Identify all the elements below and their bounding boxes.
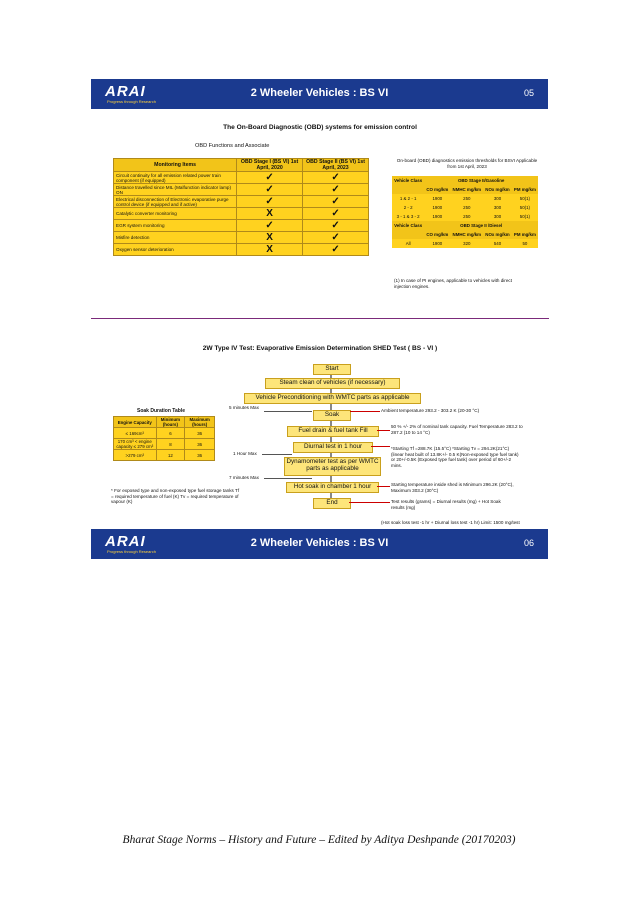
soak-cell: 170 cm³ < engine capacity ≤ 279 cm³ xyxy=(114,439,157,450)
header-stage-1: OBD Stage I (BS VI) 1st April, 2020 xyxy=(237,159,303,172)
table-row xyxy=(114,450,215,461)
vehicle-class: All xyxy=(392,239,424,248)
threshold-value: 320 xyxy=(450,239,483,248)
vehicle-class: 1 & 2 - 1 xyxy=(392,194,424,203)
vehicle-class-header: Vehicle Class xyxy=(392,176,424,185)
stage1-mark: X xyxy=(237,232,303,244)
note-ambient: Ambient temperature 293.2 - 303.2 K (20-30 °C) xyxy=(381,408,480,413)
soak-cell: ≤ 169cm³ xyxy=(114,428,157,439)
slide-title-bottom: 2 Wheeler Vehicles : BS VI xyxy=(250,537,389,549)
table-row xyxy=(114,184,369,196)
threshold-value: 540 xyxy=(483,239,512,248)
note-diurnal: *Starting Tf =288.7K (15.5°C) *Starting Tv = 294.2K(21°C) (linear heat built of 13.8K+/- 0.5 K(Non-exposed type fuel tank) or 20+/-0.5K (Exposed type fuel tank) over period of 60+/-2 mins. xyxy=(391,446,519,469)
threshold-value: 50(1) xyxy=(512,212,538,221)
stage2-mark: ✓ xyxy=(303,220,369,232)
stage2-mark: ✓ xyxy=(303,232,369,244)
header-monitoring-items: Monitoring Items xyxy=(114,159,237,172)
threshold-value: 1900 xyxy=(424,194,450,203)
monitoring-item: Catalytic converter monitoring xyxy=(114,208,237,220)
soak-cell: 36 xyxy=(185,439,215,450)
slide-number: 05 xyxy=(523,88,534,98)
note-test-results: Test results (grams) = Diurnal results (mg) + Hot Soak results (mg) xyxy=(391,499,501,510)
soak-col-min: Minimum (hours) xyxy=(156,417,185,428)
note-pointer-3 xyxy=(371,446,390,447)
stage2-mark: ✓ xyxy=(303,208,369,220)
step-dynamometer: Dynamometer test as per WMTC parts as applicable xyxy=(284,457,381,476)
thresholds-footnote: (1) In case of PI engines, applicable to vehicles with direct injection engines. xyxy=(394,278,512,289)
note-pointer-5 xyxy=(349,502,390,503)
arai-logo: ARAI xyxy=(105,83,146,100)
threshold-value: 250 xyxy=(450,212,483,221)
slide-header-band xyxy=(91,79,548,109)
stage2-mark: ✓ xyxy=(303,172,369,184)
step-preconditioning: Vehicle Preconditioning with WMTC parts as applicable xyxy=(244,393,421,404)
step-end: End xyxy=(313,498,351,509)
col-nox: NOx mg/km xyxy=(483,185,512,194)
step-start: Start xyxy=(313,364,351,375)
stage1-mark: ✓ xyxy=(237,220,303,232)
note-limit: (Hot soak loss test -1 hr + Diurnal loss test -1 hr) Limit: 1500 mg/test xyxy=(381,520,520,525)
stage1-mark: X xyxy=(237,244,303,256)
time-label-5min: 5 minutes Max xyxy=(229,405,259,410)
soak-col-max: Maximum (hours) xyxy=(185,417,215,428)
stage2-mark: ✓ xyxy=(303,244,369,256)
table-row xyxy=(114,208,369,220)
stage1-mark: ✓ xyxy=(237,172,303,184)
step-hot-soak: Hot soak in chamber 1 hour xyxy=(286,482,379,493)
monitoring-item: Misfire detection xyxy=(114,232,237,244)
arai-logo-bottom: ARAI xyxy=(105,533,146,550)
obd-title: The On-Board Diagnostic (OBD) systems for emission control xyxy=(223,124,417,131)
stage2-mark: ✓ xyxy=(303,196,369,208)
threshold-value: 50 xyxy=(512,239,538,248)
gasoline-header: OBD Stage II/Gasoline xyxy=(424,176,538,185)
col-co: CO mg/km xyxy=(424,185,450,194)
time-label-1hr: 1 Hour Max xyxy=(233,451,257,456)
soak-duration-table xyxy=(113,416,215,461)
step-fuel-drain: Fuel drain & fuel tank Fill xyxy=(287,426,379,437)
soak-cell: 36 xyxy=(185,428,215,439)
soak-footnote: * For exposed type and non-exposed type fuel storage tanks Tf = required temperature of fuel (K) Tv = required temperature of vapour (K) xyxy=(111,488,240,505)
threshold-value: 1900 xyxy=(424,212,450,221)
threshold-value: 1900 xyxy=(424,203,450,212)
soak-cell: 6 xyxy=(156,428,185,439)
table-row xyxy=(392,203,538,212)
step-steam-clean: Steam clean of vehicles (if necessary) xyxy=(265,378,400,389)
col-pm-diesel: PM mg/km xyxy=(512,230,538,239)
table-row xyxy=(392,194,538,203)
soak-cell: 36 xyxy=(185,450,215,461)
stage1-mark: ✓ xyxy=(237,196,303,208)
header-stage-2: OBD Stage II (BS VI) 1st April, 2023 xyxy=(303,159,369,172)
slide-footer-band xyxy=(91,529,548,559)
monitoring-item: Circuit continuity for all emission related power train component (if equipped) xyxy=(114,172,237,184)
note-fuel-fill: 50 % +/- 2% of nominal tank capacity. Fuel Temperature 283.2 to 287.2 (10 to 14 °C) xyxy=(391,424,523,435)
slide-number-bottom: 06 xyxy=(523,538,534,548)
document-footer: Bharat Stage Norms – History and Future – Edited by Aditya Deshpande (20170203) xyxy=(122,834,516,846)
monitoring-item: Electrical disconnection of Electronic evaporative purge control device (if equipped and if active) xyxy=(114,196,237,208)
note-pointer-1 xyxy=(350,411,380,412)
step-diurnal: Diurnal test in 1 hour xyxy=(293,442,373,453)
vehicle-class: 2 - 2 xyxy=(392,203,424,212)
stage1-mark: X xyxy=(237,208,303,220)
table-row xyxy=(114,244,369,256)
obd-subtitle: OBD Functions and Associate xyxy=(195,143,270,149)
obd-threshold-table xyxy=(392,176,538,248)
threshold-value: 250 xyxy=(450,194,483,203)
table-row xyxy=(114,232,369,244)
soak-table-title: Soak Duration Table xyxy=(137,408,185,414)
col-pm: PM mg/km xyxy=(512,185,538,194)
threshold-value: 300 xyxy=(483,194,512,203)
col-nmhc-diesel: NMHC mg/km xyxy=(450,230,483,239)
stage1-mark: ✓ xyxy=(237,184,303,196)
col-co-diesel: CO mg/km xyxy=(424,230,450,239)
obd-monitoring-table xyxy=(113,158,369,256)
threshold-value: 1900 xyxy=(424,239,450,248)
vehicle-class: 3 - 1 & 3 - 2 xyxy=(392,212,424,221)
time-label-7min: 7 minutes Max xyxy=(229,475,259,480)
soak-cell: 8 xyxy=(156,439,185,450)
threshold-value: 50(1) xyxy=(512,203,538,212)
monitoring-item: Distance travelled since MIL (Malfunction indicator lamp) ON xyxy=(114,184,237,196)
threshold-value: 300 xyxy=(483,203,512,212)
table-row xyxy=(114,196,369,208)
note-shed-temp: Starting temperature inside shed is Minimum 296.2K (20°C), Maximum 303.2 (30°C) xyxy=(391,482,514,493)
arai-logo-tagline-bottom: Progress through Research xyxy=(107,549,156,554)
table-row xyxy=(114,172,369,184)
col-nox-diesel: NOx mg/km xyxy=(483,230,512,239)
time-tick-5min xyxy=(264,411,312,412)
table-row xyxy=(114,220,369,232)
thresholds-title: On-board (OBD) diagnostics emission thresholds for BSVI Applicable from 1st April, 2023 xyxy=(396,158,538,169)
slide-title: 2 Wheeler Vehicles : BS VI xyxy=(250,87,389,99)
time-tick-1hr xyxy=(262,454,292,455)
time-tick-7min xyxy=(264,478,312,479)
soak-cell: >279 cm³ xyxy=(114,450,157,461)
note-pointer-4 xyxy=(377,486,390,487)
threshold-value: 250 xyxy=(450,203,483,212)
arai-logo-tagline: Progress through Research xyxy=(107,99,156,104)
soak-col-engine: Engine Capacity xyxy=(114,417,157,428)
diesel-header: OBD Stage II /Diesel xyxy=(424,221,538,230)
note-pointer-2 xyxy=(377,430,390,431)
col-nmhc: NMHC mg/km xyxy=(450,185,483,194)
table-row xyxy=(392,239,538,248)
stage2-mark: ✓ xyxy=(303,184,369,196)
table-row xyxy=(392,212,538,221)
section-divider xyxy=(91,318,549,319)
vehicle-class-header-diesel: Vehicle Class xyxy=(392,221,424,230)
monitoring-item: EGR system monitoring xyxy=(114,220,237,232)
threshold-value: 50(1) xyxy=(512,194,538,203)
step-soak: Soak xyxy=(313,410,351,421)
threshold-value: 300 xyxy=(483,212,512,221)
shed-title: 2W Type IV Test: Evaporative Emission Determination SHED Test ( BS - VI ) xyxy=(202,345,438,352)
soak-cell: 12 xyxy=(156,450,185,461)
table-row xyxy=(114,439,215,450)
table-row xyxy=(114,428,215,439)
monitoring-item: Oxygen sensor deterioration xyxy=(114,244,237,256)
